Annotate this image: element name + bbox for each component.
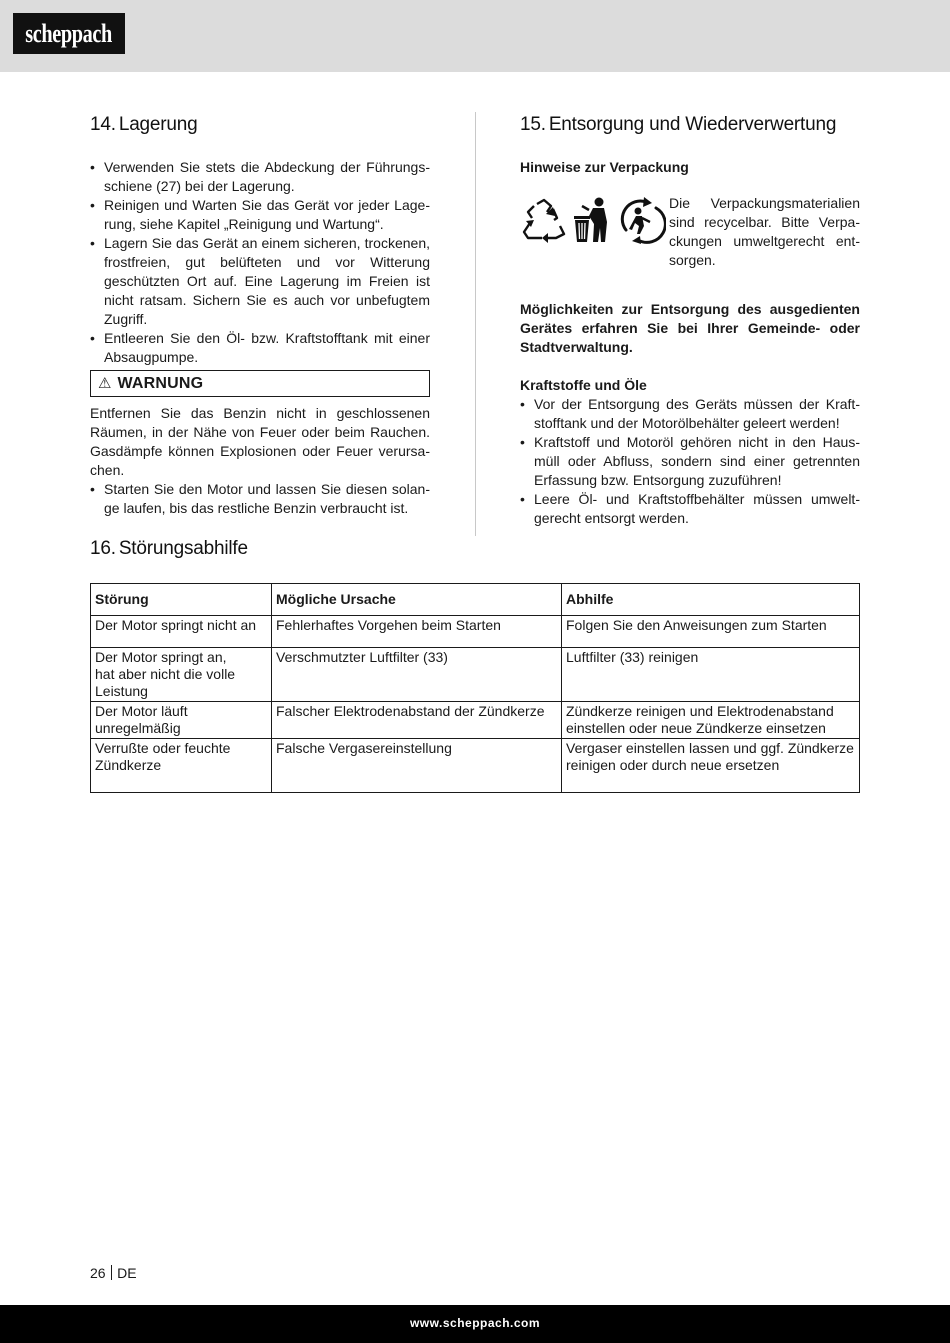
table-cell: Luftfilter (33) reinigen <box>562 648 860 702</box>
section-15-title: 15. Entsorgung und Wiederverwertung <box>520 114 837 135</box>
list-item: • Reinigen und Warten Sie das Gerät vor jeder Lagerung, siehe Kapitel „Reinigung und Wartung“. <box>90 196 430 234</box>
header-cause: Mögliche Ursache <box>272 584 562 616</box>
scheppach-logo: scheppach <box>13 13 125 54</box>
table-cell: Falsche Vergasereinstellung <box>272 739 562 793</box>
header-fault: Störung <box>91 584 272 616</box>
disposal-text: Möglichkeiten zur Entsorgung des ausgedienten Gerätes erfahren Sie bei Ihrer Gemeinde- oder Stadtverwaltung. <box>520 301 860 355</box>
section-16-title: 16. Störungsabhilfe <box>90 538 248 559</box>
table-row <box>91 616 860 648</box>
list-item: • Verwenden Sie stets die Abdeckung der Führungsschiene (27) bei der Lagerung. <box>90 158 430 196</box>
list-item: • Vor der Entsorgung des Geräts müssen der Kraftstofftank und der Motorölbehälter geleert werden! <box>520 395 860 433</box>
list-item: • Entleeren Sie den Öl- bzw. Kraftstofftank mit einer Absaugpumpe. <box>90 329 430 367</box>
packaging-heading: Hinweise zur Verpackung <box>520 159 689 175</box>
recycle-icon <box>520 196 568 244</box>
recycle-person-icon <box>616 196 666 244</box>
warning-box <box>90 370 430 397</box>
storage-bullet-list <box>90 158 430 367</box>
fuels-heading: Kraftstoffe und Öle <box>520 377 647 393</box>
table-cell: Verschmutzter Luftfilter (33) <box>272 648 562 702</box>
column-divider <box>475 112 476 536</box>
section-storage <box>90 112 430 518</box>
table-cell: Zündkerze reinigen und Elektrodenabstand einstellen oder neue Zündkerze einsetzen <box>562 702 860 739</box>
header-remedy: Abhilfe <box>562 584 860 616</box>
table-cell: Fehlerhaftes Vorgehen beim Starten <box>272 616 562 648</box>
page-number: 26 DE <box>90 1265 137 1281</box>
warning-label: WARNUNG <box>117 375 204 392</box>
table-cell: Der Motor springt nicht an <box>91 616 272 648</box>
table-cell: Vergaser einstellen lassen und ggf. Zündkerze reinigen oder durch neue ersetzen <box>562 739 860 793</box>
list-item: • Lagern Sie das Gerät an einem sicheren, trockenen, frostfreien, gut belüfteten und vor Witterung geschützten Ort auf. Eine Lagerung im Freien ist nicht ratsam. Sichern Sie es auch vor unbefugtem Zugriff. <box>90 234 430 329</box>
table-cell: Falscher Elektrodenabstand der Zündkerze <box>272 702 562 739</box>
packaging-text: Die Verpackungsmaterialien sind recycelbar. Bitte Verpackungen umweltgerecht entsorgen. <box>669 195 860 268</box>
page-header <box>0 0 950 72</box>
list-item: • Leere Öl- und Kraftstoffbehälter müssen umweltgerecht entsorgt werden. <box>520 490 860 528</box>
footer-bar <box>0 1305 950 1343</box>
warning-bullet-list <box>90 480 430 518</box>
section-disposal <box>520 112 860 528</box>
table-cell: Der Motor läuft unregelmäßig <box>91 702 272 739</box>
warning-text: Entfernen Sie das Benzin nicht in geschlossenen Räumen, in der Nähe von Feuer oder beim Rauchen. Gasdämpfe können Explosionen oder Feuer verursachen. <box>90 405 430 478</box>
troubleshooting-table <box>90 583 860 793</box>
separator-bar <box>111 1265 113 1280</box>
list-item: • Starten Sie den Motor und lassen Sie diesen solange laufen, bis das restliche Benzin verbraucht ist. <box>90 480 430 518</box>
list-item: • Kraftstoff und Motoröl gehören nicht in den Hausmüll oder Abfluss, sondern sind einer getrennten Erfassung bzw. Entsorgung zuzuführen! <box>520 433 860 490</box>
litter-bin-icon <box>572 196 612 244</box>
table-row <box>91 739 860 793</box>
table-cell: Folgen Sie den Anweisungen zum Starten <box>562 616 860 648</box>
packaging-info <box>520 196 860 270</box>
table-row <box>91 648 860 702</box>
table-cell: Der Motor springt an, hat aber nicht die volle Leistung <box>91 648 272 702</box>
table-row <box>91 702 860 739</box>
recycle-icons <box>520 196 669 256</box>
warning-triangle-icon: ⚠ <box>98 375 112 392</box>
table-cell: Verrußte oder feuchte Zündkerze <box>91 739 272 793</box>
section-14-title: 14. Lagerung <box>90 114 198 135</box>
website-url: www.scheppach.com <box>409 1316 541 1330</box>
fuels-bullet-list <box>520 395 860 528</box>
table-header-row <box>91 584 860 616</box>
